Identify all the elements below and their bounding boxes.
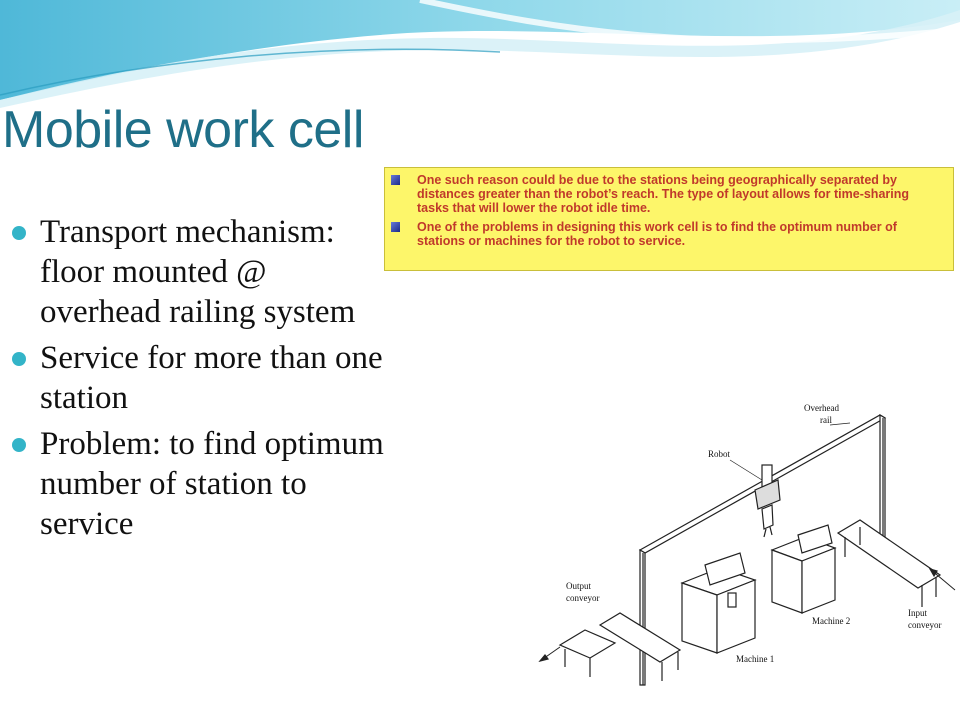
overhead-rail-label-2: rail [820, 415, 832, 425]
bullet-text: Transport mechanism: floor mounted @ overhead railing system [40, 214, 356, 330]
output-conveyor [540, 613, 680, 681]
input-conveyor [838, 520, 955, 607]
bullet-item [12, 212, 392, 332]
overhead-rail-label: Overhead [804, 403, 839, 413]
input-conveyor-label: Input [908, 608, 927, 618]
bullet-dot-icon [12, 226, 26, 240]
note-text: One such reason could be due to the stations being geographically separated by distances greater than the robot’s reach. The type of layout allows for time-sharing tasks that will lower the robot idle time. [417, 173, 909, 215]
output-conveyor-label-2: conveyor [566, 593, 600, 603]
machine-2 [772, 525, 835, 613]
slide-title: Mobile work cell [2, 101, 364, 159]
bullet-item [12, 338, 392, 418]
bullet-dot-icon [12, 352, 26, 366]
machine-1 [682, 553, 755, 653]
robot-label: Robot [708, 449, 731, 459]
square-bullet-icon [391, 175, 400, 185]
bullet-item [12, 424, 392, 544]
machine-2-label: Machine 2 [812, 616, 851, 626]
header-wave-decoration [0, 0, 960, 110]
bullet-dot-icon [12, 438, 26, 452]
note-item [417, 173, 937, 215]
overhead-rail [640, 415, 885, 685]
note-item [417, 220, 937, 248]
bullet-text: Problem: to find optimum number of station to service [40, 426, 384, 542]
note-box [384, 167, 954, 271]
bullet-list [12, 212, 392, 550]
square-bullet-icon [391, 222, 400, 232]
machine-1-label: Machine 1 [736, 654, 775, 664]
output-conveyor-label: Output [566, 581, 592, 591]
input-conveyor-label-2: conveyor [908, 620, 942, 630]
bullet-text: Service for more than one station [40, 340, 383, 416]
work-cell-diagram [530, 385, 960, 695]
note-text: One of the problems in designing this work cell is to find the optimum number of stations or machines for the robot to service. [417, 220, 897, 248]
